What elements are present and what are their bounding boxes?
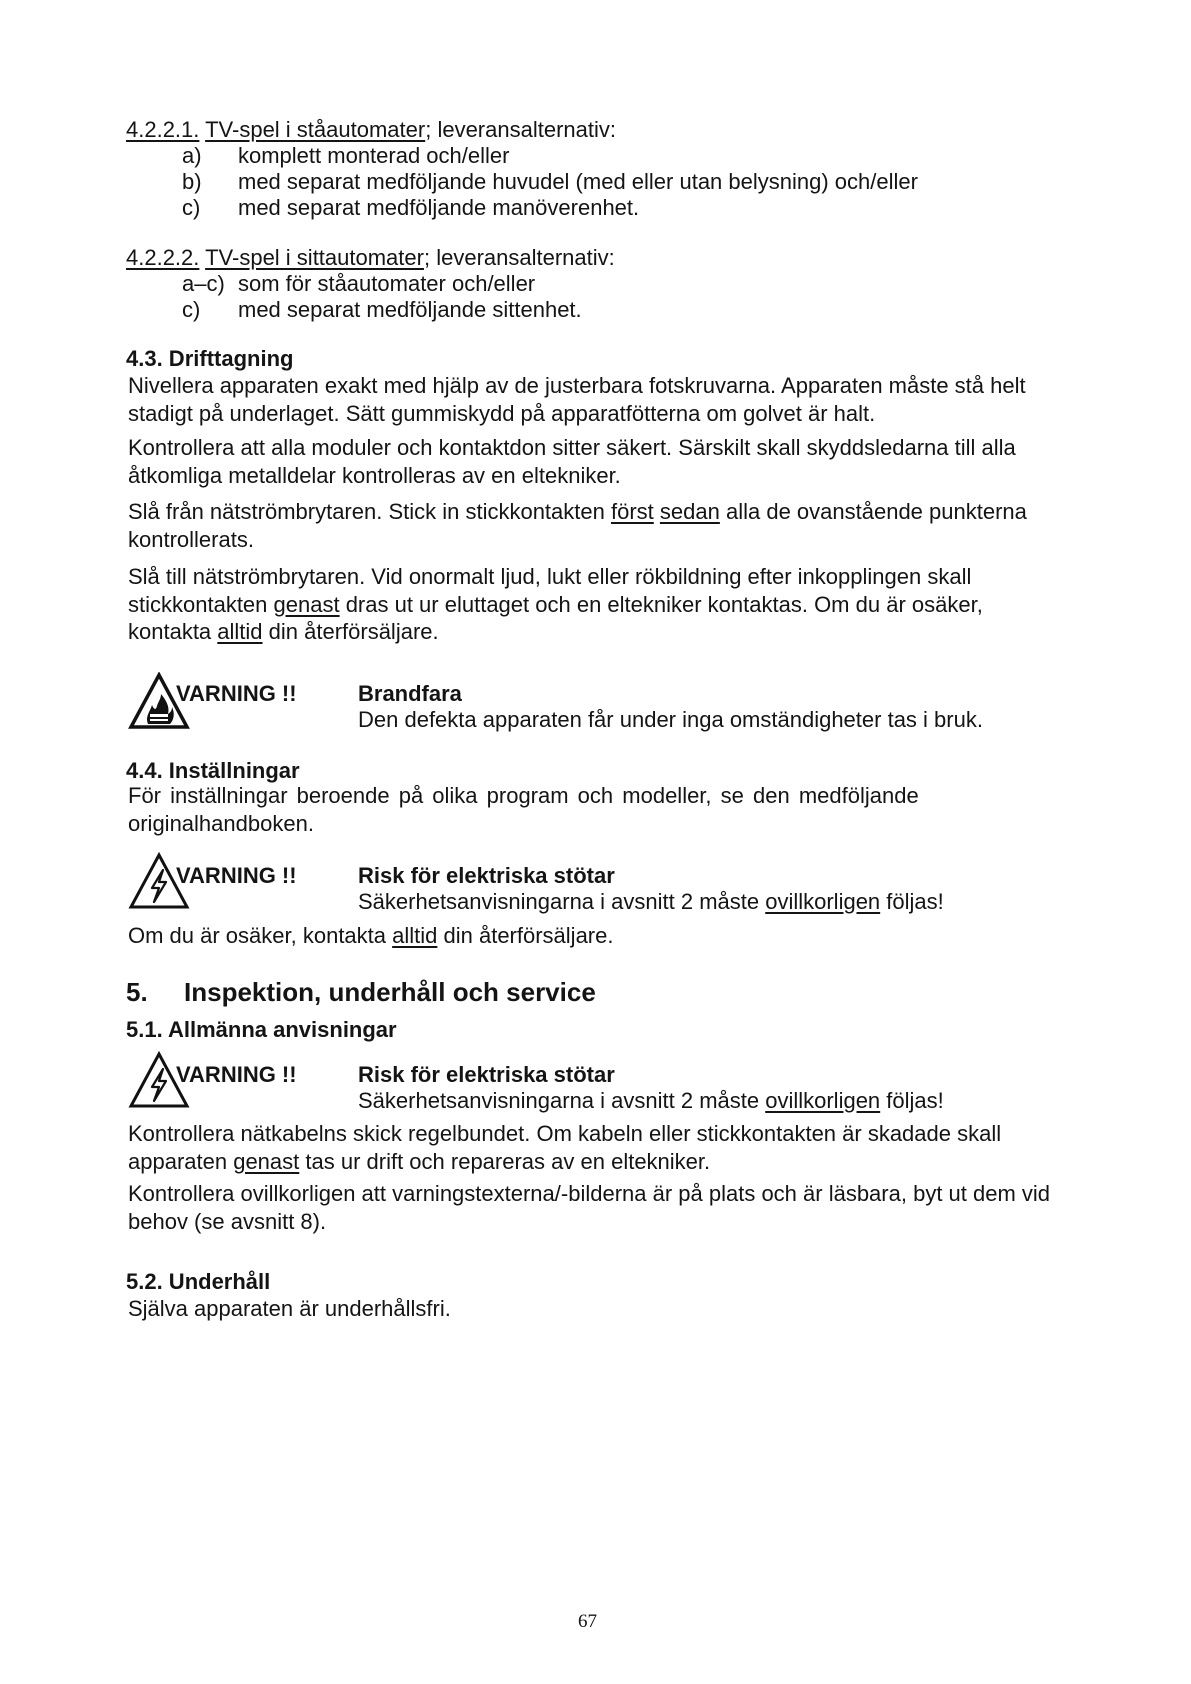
- section-4221-item-c: [182, 194, 639, 222]
- emphasis-unconditionally: ovillkorligen: [765, 889, 881, 914]
- section-4222-rest: ; leveransalternativ:: [423, 245, 615, 270]
- section-4221-title: TV-spel i ståautomater: [205, 117, 426, 142]
- section-4221-rest: ; leveransalternativ:: [425, 117, 616, 142]
- section-43-paragraph-1: Nivellera apparaten exakt med hjälp av de justerbara fotskruvarna. Apparaten måste stå helt stadigt på underlaget. Sätt gummiskydd på apparatfötterna om golvet är halt.: [128, 373, 1026, 426]
- chapter-number: 5.: [126, 977, 148, 1007]
- electric-warning-title: Risk för elektriska stötar: [358, 1062, 615, 1087]
- section-4222-title: TV-spel i sittautomater: [205, 245, 424, 270]
- electric-warning-text: Säkerhetsanvisningarna i avsnitt 2 måste ovillkorligen följas!: [358, 1088, 944, 1113]
- electric-warning-title: Risk för elektriska stötar: [358, 863, 615, 888]
- section-4221-item-b: [182, 168, 918, 196]
- emphasis-immediately: genast: [273, 591, 340, 617]
- item-text: med separat medföljande manöverenhet.: [238, 195, 640, 220]
- fire-warning-title: Brandfara: [358, 681, 462, 706]
- page-number: 67: [578, 1611, 597, 1632]
- electric-warning-label: VARNING !!: [176, 1062, 297, 1087]
- emphasis-immediately: genast: [233, 1148, 300, 1174]
- section-44-paragraph-1: För inställningar beroende på olika program och modeller, se den medföljande originalhandboken.: [128, 783, 919, 836]
- chapter-title: Inspektion, underhåll och service: [184, 977, 596, 1007]
- section-51-paragraph-1: Kontrollera nätkabelns skick regelbundet. Om kabeln eller stickkontakten är skadade skall apparaten genast tas ur drift och repareras av en eltekniker.: [128, 1121, 1002, 1174]
- section-52-heading: 5.2. Underhåll: [126, 1269, 271, 1294]
- fire-warning-label: VARNING !!: [176, 681, 297, 706]
- section-44-paragraph-2: Om du är osäker, kontakta alltid din återförsäljare.: [128, 923, 614, 948]
- section-43-paragraph-2: Kontrollera att alla moduler och kontaktdon sitter säkert. Särskilt skall skyddsledarna till alla åtkomliga metalldelar kontrolleras av en eltekniker.: [128, 435, 1016, 488]
- section-52-paragraph-1: Själva apparaten är underhållsfri.: [128, 1296, 451, 1321]
- section-4222-heading: [126, 244, 615, 272]
- chapter-5-heading: [126, 976, 596, 1009]
- item-label: a): [182, 143, 202, 168]
- item-text: med separat medföljande huvudel (med eller utan belysning) och/eller: [238, 169, 918, 194]
- section-44-heading: 4.4. Inställningar: [126, 758, 300, 783]
- section-51-paragraph-2: Kontrollera ovillkorligen att varningstexterna/-bilderna är på plats och är läsbara, byt ut dem vid behov (se avsnitt 8).: [128, 1181, 1051, 1234]
- item-label: a–c): [182, 271, 225, 296]
- section-4221-item-a: [182, 142, 509, 170]
- emphasis-unconditionally: ovillkorligen: [765, 1088, 881, 1113]
- section-4222-item-2: [182, 296, 582, 324]
- section-43-paragraph-3: Slå från nätströmbrytaren. Stick in stickkontakten först sedan alla de ovanstående punkterna kontrollerats.: [128, 499, 1027, 552]
- emphasis-always: alltid: [392, 923, 438, 948]
- item-text: med separat medföljande sittenhet.: [238, 297, 582, 322]
- section-51-heading: 5.1. Allmänna anvisningar: [126, 1017, 397, 1042]
- electric-warning-text: Säkerhetsanvisningarna i avsnitt 2 måste ovillkorligen följas!: [358, 889, 944, 914]
- section-4222-item-1: [182, 270, 535, 298]
- section-43-paragraph-4: Slå till nätströmbrytaren. Vid onormalt ljud, lukt eller rökbildning efter inkopplingen skall stickkontakten genast dras ut ur eluttaget och en eltekniker kontaktas. Om du är osäker, kontakta alltid din återförsäljare.: [128, 564, 983, 644]
- item-text: komplett monterad och/eller: [238, 143, 510, 168]
- section-4221-heading: [126, 116, 616, 144]
- emphasis-always: alltid: [217, 619, 263, 644]
- item-label: c): [182, 195, 201, 220]
- emphasis-then: sedan: [659, 499, 720, 524]
- emphasis-first: först: [610, 499, 654, 524]
- item-label: b): [182, 169, 202, 194]
- electric-warning-label: VARNING !!: [176, 863, 297, 888]
- item-text: som för ståautomater och/eller: [238, 271, 536, 296]
- fire-warning-text: Den defekta apparaten får under inga omständigheter tas i bruk.: [358, 707, 983, 732]
- section-43-heading: 4.3. Drifttagning: [126, 346, 294, 371]
- section-4222-number: 4.2.2.2.: [126, 245, 200, 270]
- section-4221-number: 4.2.2.1.: [126, 117, 200, 142]
- item-label: c): [182, 297, 201, 322]
